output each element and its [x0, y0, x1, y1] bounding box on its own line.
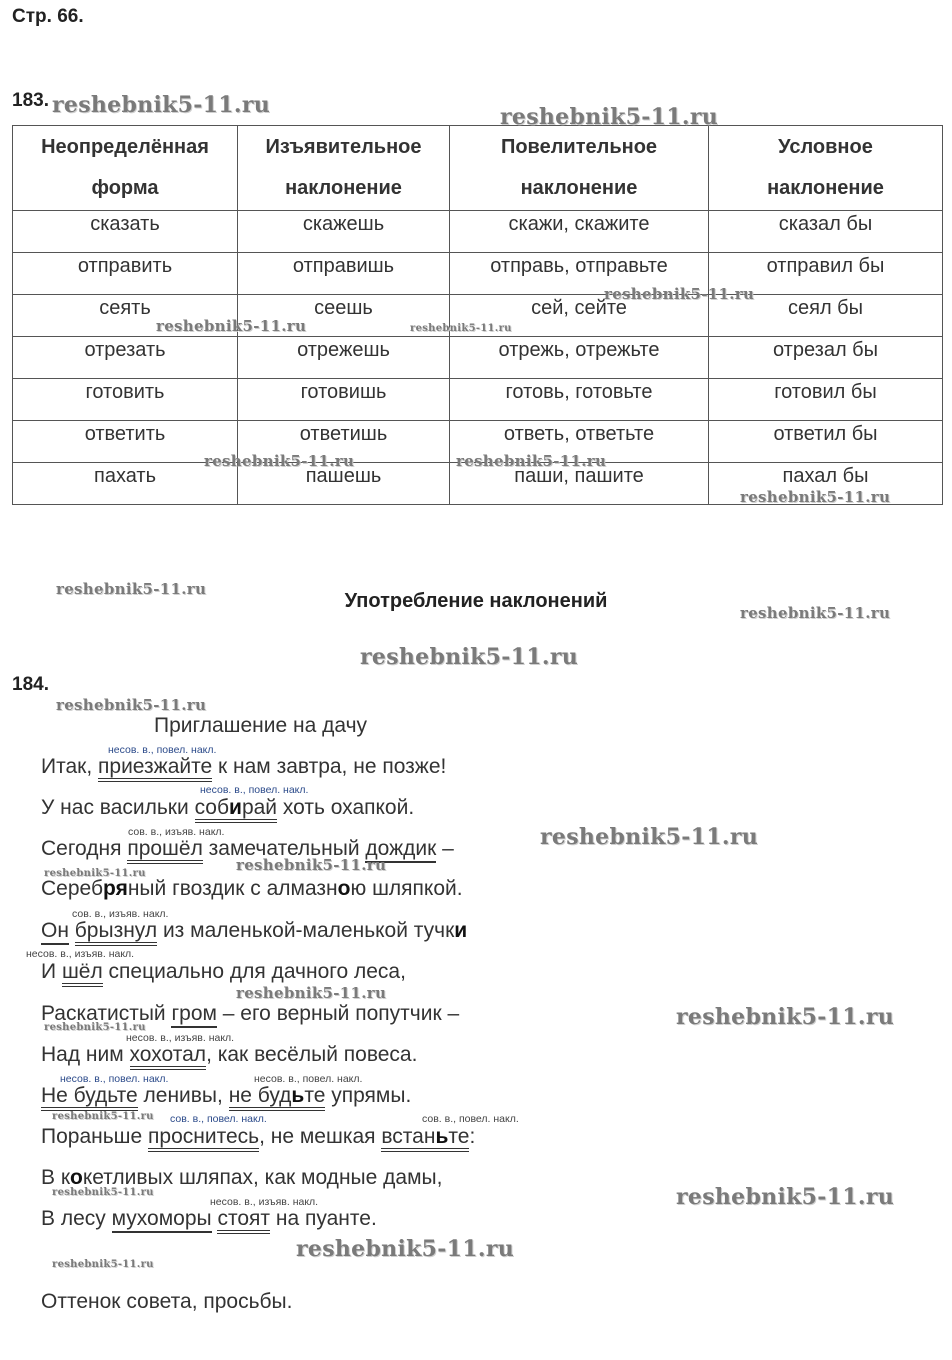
table-cell: отправишь [238, 253, 450, 295]
poem-title: Приглашение на дачу [154, 714, 368, 737]
grammar-annotation: сов. в., повел. накл. [170, 1113, 267, 1125]
poem-line-1: Итак, приезжайте к нам завтра, не позже! [41, 755, 446, 779]
poem-line-12: В лесу мухоморы стоят на пуанте. [41, 1207, 377, 1231]
watermark: reshebnik5-11.ru [236, 984, 387, 1002]
table-row [13, 379, 943, 421]
table-cell: готовь, готовьте [450, 379, 709, 421]
verb-underlined: встаньте [381, 1125, 469, 1152]
watermark: reshebnik5-11.ru [360, 644, 579, 670]
table-cell: отрежь, отрежьте [450, 337, 709, 379]
exercise-184-number: 184. [12, 674, 49, 695]
poem-line-11: В кокетливых шляпах, как модные дамы, [41, 1166, 443, 1189]
table-cell: ответил бы [709, 421, 943, 463]
table-cell: сеять [13, 295, 238, 337]
header-infinitive: Неопределённая форма [13, 126, 238, 211]
table-cell: сеял бы [709, 295, 943, 337]
table-cell: отрезал бы [709, 337, 943, 379]
table-row [13, 253, 943, 295]
watermark: reshebnik5-11.ru [56, 696, 207, 714]
section-title: Употребление наклонений [344, 590, 608, 612]
answer-line: Оттенок совета, просьбы. [41, 1290, 293, 1313]
table-cell: скажешь [238, 211, 450, 253]
table-cell: отрезать [13, 337, 238, 379]
subject-underlined: мухоморы [112, 1207, 212, 1233]
watermark: reshebnik5-11.ru [52, 1111, 154, 1122]
grammar-annotation: несов. в., повел. накл. [60, 1073, 169, 1085]
watermark: reshebnik5-11.ru [236, 856, 387, 874]
table-cell: ответить [13, 421, 238, 463]
poem-line-6: И шёл специально для дачного леса, [41, 960, 406, 984]
table-cell: пахал бы [709, 463, 943, 505]
table-cell: отправить [13, 253, 238, 295]
table-cell: сказал бы [709, 211, 943, 253]
watermark: reshebnik5-11.ru [52, 92, 271, 118]
watermark: reshebnik5-11.ru [44, 868, 146, 879]
grammar-annotation: несов. в., изъяв. накл. [126, 1032, 235, 1044]
table-cell: готовил бы [709, 379, 943, 421]
watermark: reshebnik5-11.ru [52, 1187, 154, 1198]
grammar-annotation: несов. в., повел. накл. [254, 1073, 363, 1085]
grammar-annotation: сов. в., изъяв. накл. [128, 826, 225, 838]
watermark: reshebnik5-11.ru [44, 1022, 146, 1033]
table-cell: пахать [13, 463, 238, 505]
watermark: reshebnik5-11.ru [410, 323, 512, 334]
table-cell: скажи, скажите [450, 211, 709, 253]
subject-underlined: дождик [365, 837, 436, 863]
subject-underlined: Он [41, 919, 69, 945]
table-cell: паши, пашите [450, 463, 709, 505]
watermark: reshebnik5-11.ru [56, 580, 207, 598]
table-row [13, 211, 943, 253]
grammar-annotation: несов. в., изъяв. накл. [26, 948, 135, 960]
verb-underlined: собирай [195, 796, 277, 823]
poem-line-8: Над ним хохотал, как весёлый повеса. [41, 1043, 417, 1067]
grammar-annotation: несов. в., повел. накл. [108, 744, 217, 756]
table-cell: пашешь [238, 463, 450, 505]
table-cell: отправь, отправьте [450, 253, 709, 295]
grammar-annotation: сов. в., изъяв. накл. [72, 908, 169, 920]
table-cell: сей, сейте [450, 295, 709, 337]
moods-table [12, 125, 943, 505]
verb-underlined: проснитесь [148, 1125, 259, 1152]
table-header-row [13, 126, 943, 211]
grammar-annotation: несов. в., изъяв. накл. [210, 1196, 319, 1208]
table-cell: сеешь [238, 295, 450, 337]
table-cell: отправил бы [709, 253, 943, 295]
watermark: reshebnik5-11.ru [740, 488, 891, 506]
watermark: reshebnik5-11.ru [156, 317, 307, 335]
watermark: reshebnik5-11.ru [52, 1259, 154, 1270]
verb-underlined: прошёл [127, 837, 203, 864]
header-indicative: Изъявительное наклонение [238, 126, 450, 211]
table-cell: ответишь [238, 421, 450, 463]
verb-underlined: Не будьте [41, 1084, 138, 1111]
grammar-annotation: несов. в., повел. накл. [200, 784, 309, 796]
table-row [13, 337, 943, 379]
table-cell: отрежешь [238, 337, 450, 379]
watermark: reshebnik5-11.ru [740, 604, 891, 622]
header-imperative: Повелительное наклонение [450, 126, 709, 211]
poem-line-9: Не будьте ленивы, не будьте упрямы. [41, 1084, 411, 1108]
verb-underlined: не будьте [229, 1084, 326, 1111]
poem-line-5: Он брызнул из маленькой-маленькой тучки [41, 919, 467, 943]
verb-underlined: брызнул [75, 919, 157, 946]
verb-underlined: приезжайте [98, 755, 212, 782]
page-label: Стр. 66. [12, 6, 84, 27]
poem-line-3: Сегодня прошёл замечательный дождик – [41, 837, 454, 861]
verb-underlined: хохотал [130, 1043, 207, 1070]
header-conditional: Условное наклонение [709, 126, 943, 211]
watermark: reshebnik5-11.ru [296, 1236, 515, 1262]
watermark: reshebnik5-11.ru [676, 1004, 895, 1030]
table-cell: готовишь [238, 379, 450, 421]
poem-line-4: Серебряный гвоздик с алмазною шляпкой. [41, 877, 463, 900]
table-cell: готовить [13, 379, 238, 421]
grammar-annotation: сов. в., повел. накл. [422, 1113, 519, 1125]
table-cell: ответь, ответьте [450, 421, 709, 463]
poem-line-10: Пораньше проснитесь, не мешкая встаньте: [41, 1125, 475, 1149]
watermark: reshebnik5-11.ru [500, 104, 719, 130]
verb-underlined: шёл [62, 960, 103, 987]
poem-line-7: Раскатистый гром – его верный попутчик – [41, 1002, 459, 1026]
watermark: reshebnik5-11.ru [540, 824, 759, 850]
exercise-183-number: 183. [12, 90, 49, 111]
watermark: reshebnik5-11.ru [604, 285, 755, 303]
watermark: reshebnik5-11.ru [456, 452, 607, 470]
watermark: reshebnik5-11.ru [204, 452, 355, 470]
poem-line-2: У нас васильки собирай хоть охапкой. [41, 796, 414, 820]
subject-underlined: гром [171, 1002, 216, 1028]
table-cell: сказать [13, 211, 238, 253]
verb-underlined: стоят [217, 1207, 270, 1234]
watermark: reshebnik5-11.ru [676, 1184, 895, 1210]
